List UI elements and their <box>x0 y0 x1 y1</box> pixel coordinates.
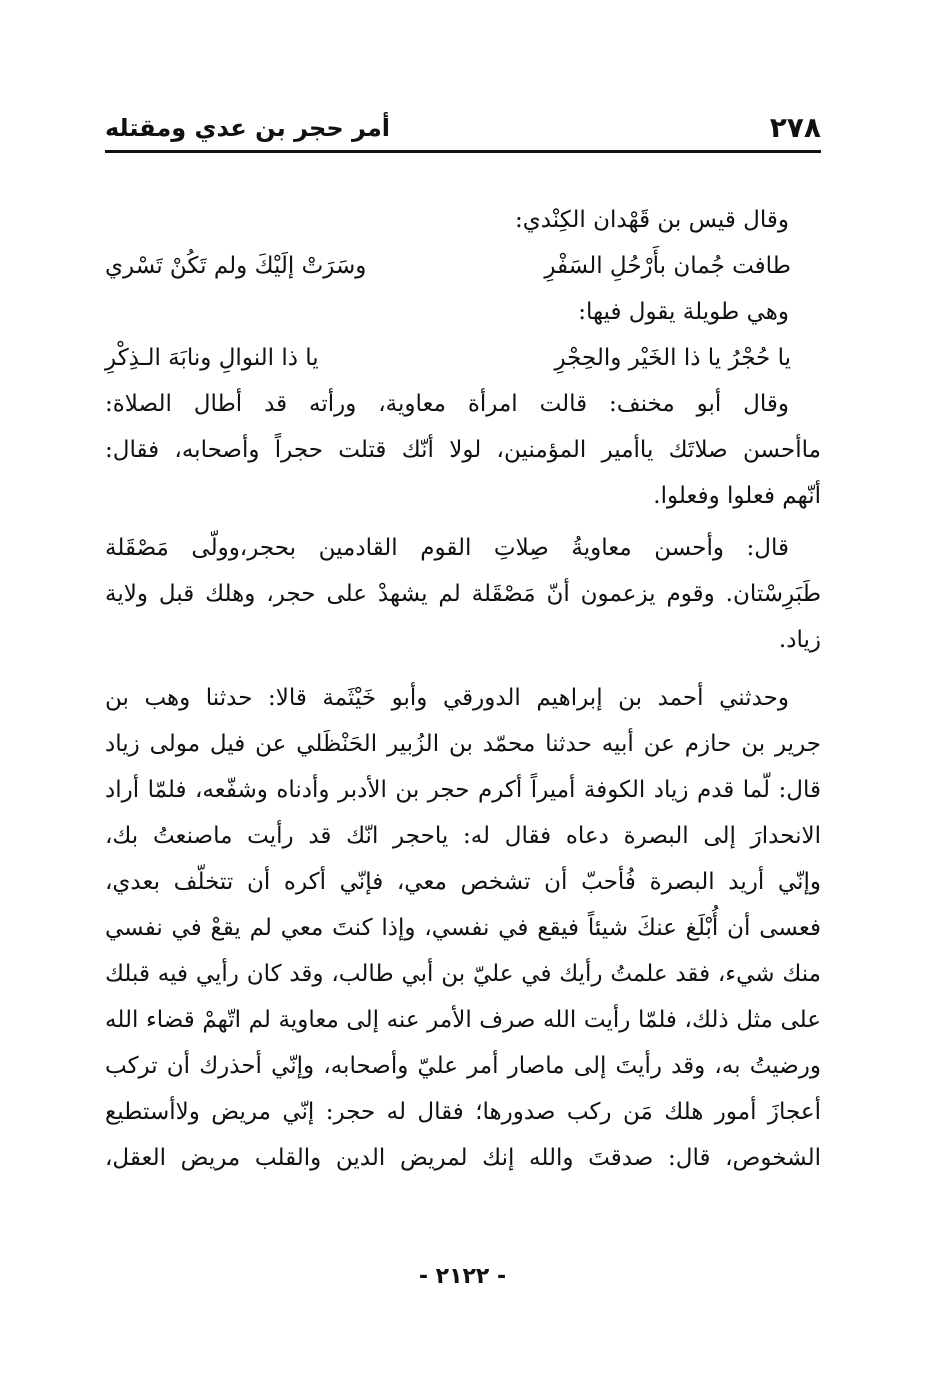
paragraph-masqala-line-2: طَبَرِسْتان. وقوم يزعمون أنّ مَصْقَلة لم يشهدْ على حجر، وهلك قبل ولاية <box>105 581 821 607</box>
paragraph-gap <box>105 663 821 675</box>
paragraph-ziyad-line-11: الشخوص، قال: صدقتَ والله إنك لمريض الدين والقلب مريض العقل، <box>105 1145 821 1171</box>
paragraph-intro-qays: وقال قيس بن قَهْدان الكِنْدي: <box>514 207 789 233</box>
verse-1-first-hemistich: طافت جُمان بأَرْحُلِ السَفْرِ <box>544 253 791 279</box>
page-body <box>105 197 821 1181</box>
paragraph-abu-mikhnaf-line-1: وقال أبو مخنف: قالت امرأة معاوية، ورأته قد أطال الصلاة: <box>105 391 789 417</box>
paragraph-ziyad-line-9: ورضيتُ به، وقد رأيتَ إلى ماصار أمر عليّ وأصحابه، وإنّي أحذرك أن تركب <box>105 1053 821 1079</box>
verse-line-1 <box>105 243 821 289</box>
running-title: أمر حجر بن عدي ومقتله <box>105 114 391 142</box>
folio-number: - ٢١٢٢ - <box>418 1264 507 1289</box>
paragraph-ziyad-line-4: الانحدارَ إلى البصرة دعاه فقال له: ياحجر انّك قد رأيت ماصنعتُ بك، <box>105 823 821 849</box>
paragraph-ziyad-line-6: فعسى أن أُبْلَغ عنكَ شيئاً فيقع في نفسي، وإذا كنتَ معي لم يقعْ في نفسي <box>105 915 821 941</box>
paragraph-ziyad-line-10: أعجازَ أمور هلك مَن ركب صدورها؛ فقال له حجر: إنّي مريض ولاأستطيع <box>105 1099 821 1125</box>
paragraph-ziyad-line-8: على مثل ذلك، فلمّا رأيت الله صرف الأمر عنه إلى معاوية لم اتّهمْ قضاء الله <box>105 1007 821 1033</box>
paragraph-intro-verse2: وهي طويلة يقول فيها: <box>578 299 789 325</box>
paragraph-masqala-line-1: قال: وأحسن معاويةُ صِلاتِ القوم القادمين بحجر،وولّى مَصْقَلة <box>105 535 789 561</box>
paragraph-abu-mikhnaf-line-2: ماأحسن صلاتَك ياأمير المؤمنين، لولا أنّك قتلت حجراً وأصحابه، فقال: <box>105 437 821 463</box>
paragraph-abu-mikhnaf-line-3: أنّهم فعلوا وفعلوا. <box>653 483 821 509</box>
paragraph-ziyad-line-3: قال: لّما قدم زياد الكوفة أميراً أكرم حجر بن الأدبر وأدناه وشفّعه، فلمّا أراد <box>105 777 821 803</box>
page-header <box>105 108 821 148</box>
paragraph-masqala-line-3: زياد. <box>778 627 821 653</box>
verse-2-first-hemistich: يا حُجْرُ يا ذا الخَيْر والحِجْرِ <box>554 345 791 371</box>
paragraph-ziyad-line-2: جرير بن حازم عن أبيه حدثنا محمّد بن الزُبير الحَنْظَلي عن فيل مولى زياد <box>105 731 821 757</box>
paragraph-ziyad-line-1: وحدثني أحمد بن إبراهيم الدورقي وأبو خَيْثَمة قالا: حدثنا وهب بن <box>105 685 789 711</box>
verse-line-2 <box>105 335 821 381</box>
header-rule <box>105 150 821 153</box>
verse-1-second-hemistich: وسَرَتْ إلَيْكَ ولم تَكُنْ تَسْري <box>105 253 367 279</box>
paragraph-ziyad-line-7: منك شيء، فقد علمتُ رأيك في عليّ بن أبي طالب، وقد كان رأيي فيه قبلك <box>105 961 821 987</box>
page-number: ٢٧٨ <box>769 111 821 144</box>
paragraph-ziyad-line-5: وإنّي أريد البصرة فُأحبّ أن تشخص معي، فإنّي أكره أن تتخلّف بعدي، <box>105 869 821 895</box>
verse-2-second-hemistich: يا ذا النوالِ ونابَهَ الـذِكْرِ <box>105 345 319 371</box>
